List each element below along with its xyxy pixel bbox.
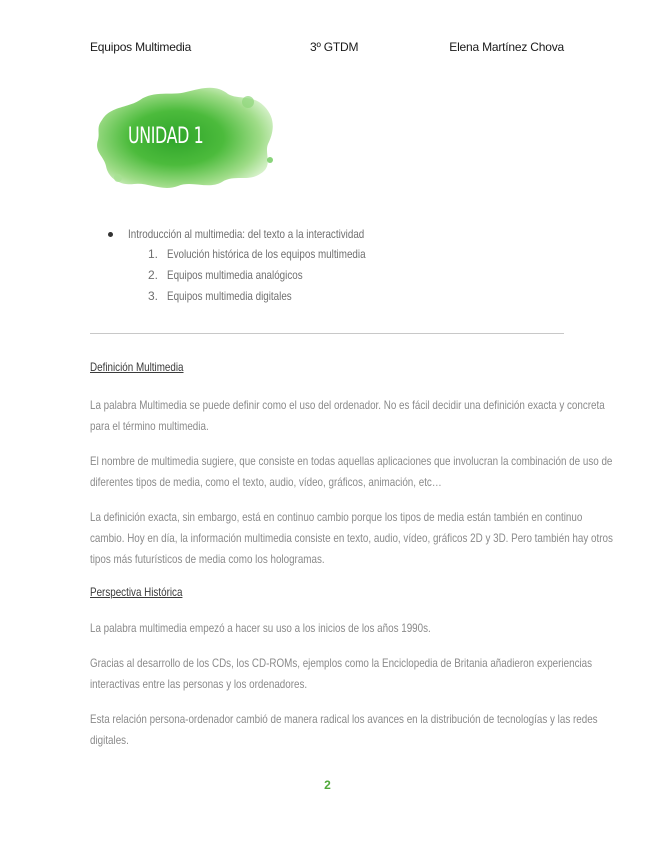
paragraph-line: El nombre de multimedia sugiere, que consiste en todas aquellas aplicaciones que involucran la combinación de uso de	[90, 454, 613, 468]
paragraph-line: digitales.	[90, 733, 129, 747]
paragraph	[90, 451, 613, 493]
page-header	[90, 40, 564, 58]
paragraph-line: interactivas entre las personas y los ordenadores.	[90, 677, 308, 691]
unit-title: UNIDAD 1	[128, 124, 204, 149]
paragraph-line: Esta relación persona-ordenador cambió de manera radical los avances en la distribución de tecnologías y las redes	[90, 712, 598, 726]
paragraph-line: Gracias al desarrollo de los CDs, los CD-ROMs, ejemplos como la Enciclopedia de Britania añadieron experiencias	[90, 656, 593, 670]
paragraph-line: para el término multimedia.	[90, 419, 209, 433]
item-number: 2.	[148, 268, 159, 282]
paragraph	[90, 618, 564, 639]
bullet-icon	[108, 232, 113, 237]
paragraph-line: cambio. Hoy en día, la información multimedia consiste en texto, audio, vídeo, gráficos 2D y 3D. Pero también hay otros	[90, 531, 613, 545]
page-number: 2	[324, 778, 331, 792]
item-label: Equipos multimedia analógicos	[167, 268, 303, 282]
horizontal-divider	[90, 333, 564, 334]
section-title-perspectiva: Perspectiva Histórica	[90, 585, 183, 599]
paragraph-line: diferentes tipos de media, como el texto, audio, vídeo, gráficos, animación, etc…	[90, 475, 442, 489]
paragraph	[90, 709, 598, 751]
item-number: 1.	[148, 247, 159, 261]
document-body	[90, 357, 613, 751]
paragraph-line: La definición exacta, sin embargo, está en continuo cambio porque los tipos de media están también en continuo	[90, 510, 583, 524]
paragraph	[90, 507, 613, 570]
section-title-definicion: Definición Multimedia	[90, 360, 184, 374]
toc-main-label: Introducción al multimedia: del texto a la interactividad	[128, 227, 365, 241]
paragraph	[90, 395, 605, 437]
paragraph-line: tipos más futurísticos de media como los hologramas.	[90, 552, 325, 566]
item-number: 3.	[148, 289, 159, 303]
item-label: Equipos multimedia digitales	[167, 289, 292, 303]
header-course: Equipos Multimedia	[90, 40, 192, 54]
header-group: 3º GTDM	[310, 40, 359, 54]
paragraph	[90, 653, 593, 695]
header-author: Elena Martínez Chova	[449, 40, 564, 54]
unit-banner	[88, 82, 283, 192]
paragraph-line: La palabra multimedia empezó a hacer su uso a los inicios de los años 1990s.	[90, 621, 431, 635]
item-label: Evolución histórica de los equipos multimedia	[167, 247, 366, 261]
paragraph-line: La palabra Multimedia se puede definir como el uso del ordenador. No es fácil decidir una definición exacta y concreta	[90, 398, 605, 412]
